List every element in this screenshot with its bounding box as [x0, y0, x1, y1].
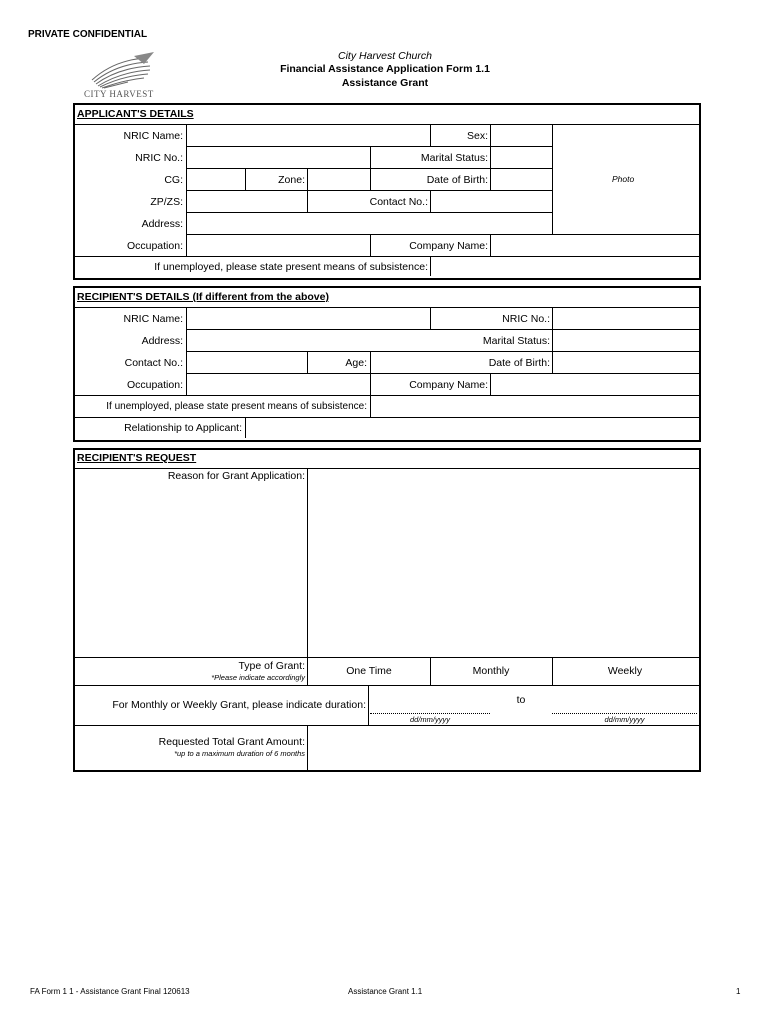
duration-label: For Monthly or Weekly Grant, please indicate duration: — [112, 699, 366, 711]
reason-label: Reason for Grant Application: — [167, 470, 305, 482]
total-amount-note: *up to a maximum duration of 6 months — [174, 749, 305, 758]
duration-to-label: to — [516, 694, 526, 706]
confidential-label: PRIVATE CONFIDENTIAL — [28, 29, 148, 40]
recipient-heading: RECIPIENT'S DETAILS (If different from the above) — [77, 291, 329, 303]
applicant-zp-zs-label: ZP/ZS: — [150, 196, 183, 208]
recipient-address-label: Address: — [141, 335, 183, 347]
recipient-nric-name-label: NRIC Name: — [123, 313, 183, 325]
applicant-cg-label: CG: — [164, 174, 183, 186]
applicant-occupation-label: Occupation: — [126, 240, 183, 252]
type-of-grant-label: Type of Grant: — [238, 660, 305, 672]
applicant-company-label: Company Name: — [409, 240, 488, 252]
applicant-nric-name-label: NRIC Name: — [123, 130, 183, 142]
footer-form-id: FA Form 1 1 - Assistance Grant Final 120613 — [30, 987, 190, 996]
applicant-address-label: Address: — [141, 218, 183, 230]
request-heading: RECIPIENT'S REQUEST — [77, 452, 197, 464]
applicant-nric-no-label: NRIC No.: — [135, 152, 183, 164]
form-subtitle: Assistance Grant — [341, 77, 429, 89]
grant-option-weekly: Weekly — [607, 665, 643, 677]
form-title: Financial Assistance Application Form 1.1 — [280, 63, 490, 75]
applicant-sex-label: Sex: — [466, 130, 488, 142]
applicant-zone-label: Zone: — [278, 174, 305, 186]
grant-option-one-time: One Time — [346, 665, 392, 677]
applicant-dob-label: Date of Birth: — [426, 174, 488, 186]
duration-end-format: dd/mm/yyyy — [604, 715, 645, 724]
applicant-unemployed-label: If unemployed, please state present means of subsistence: — [154, 261, 428, 273]
recipient-marital-status-label: Marital Status: — [482, 335, 550, 347]
duration-start-format: dd/mm/yyyy — [409, 715, 450, 724]
church-name: City Harvest Church — [338, 50, 432, 62]
recipient-dob-label: Date of Birth: — [488, 357, 550, 369]
recipient-contact-label: Contact No.: — [124, 357, 183, 369]
applicant-marital-status-label: Marital Status: — [420, 152, 488, 164]
applicant-contact-label: Contact No.: — [369, 196, 428, 208]
recipient-relationship-label: Relationship to Applicant: — [124, 422, 242, 434]
logo-text: CITY HARVEST — [84, 89, 154, 99]
recipient-unemployed-label: If unemployed, please state present means of subsistence: — [106, 401, 367, 412]
type-of-grant-note: *Please indicate accordingly — [211, 673, 305, 682]
recipient-company-label: Company Name: — [409, 379, 488, 391]
recipient-occupation-label: Occupation: — [126, 379, 183, 391]
applicant-heading: APPLICANT'S DETAILS — [77, 108, 194, 120]
grant-option-monthly: Monthly — [472, 665, 510, 677]
footer-page-number: 1 — [736, 987, 741, 996]
total-amount-label: Requested Total Grant Amount: — [158, 736, 305, 748]
recipient-nric-no-label: NRIC No.: — [502, 313, 550, 325]
footer-center: Assistance Grant 1.1 — [348, 987, 423, 996]
photo-placeholder: Photo — [612, 174, 635, 184]
recipient-age-label: Age: — [345, 357, 367, 369]
